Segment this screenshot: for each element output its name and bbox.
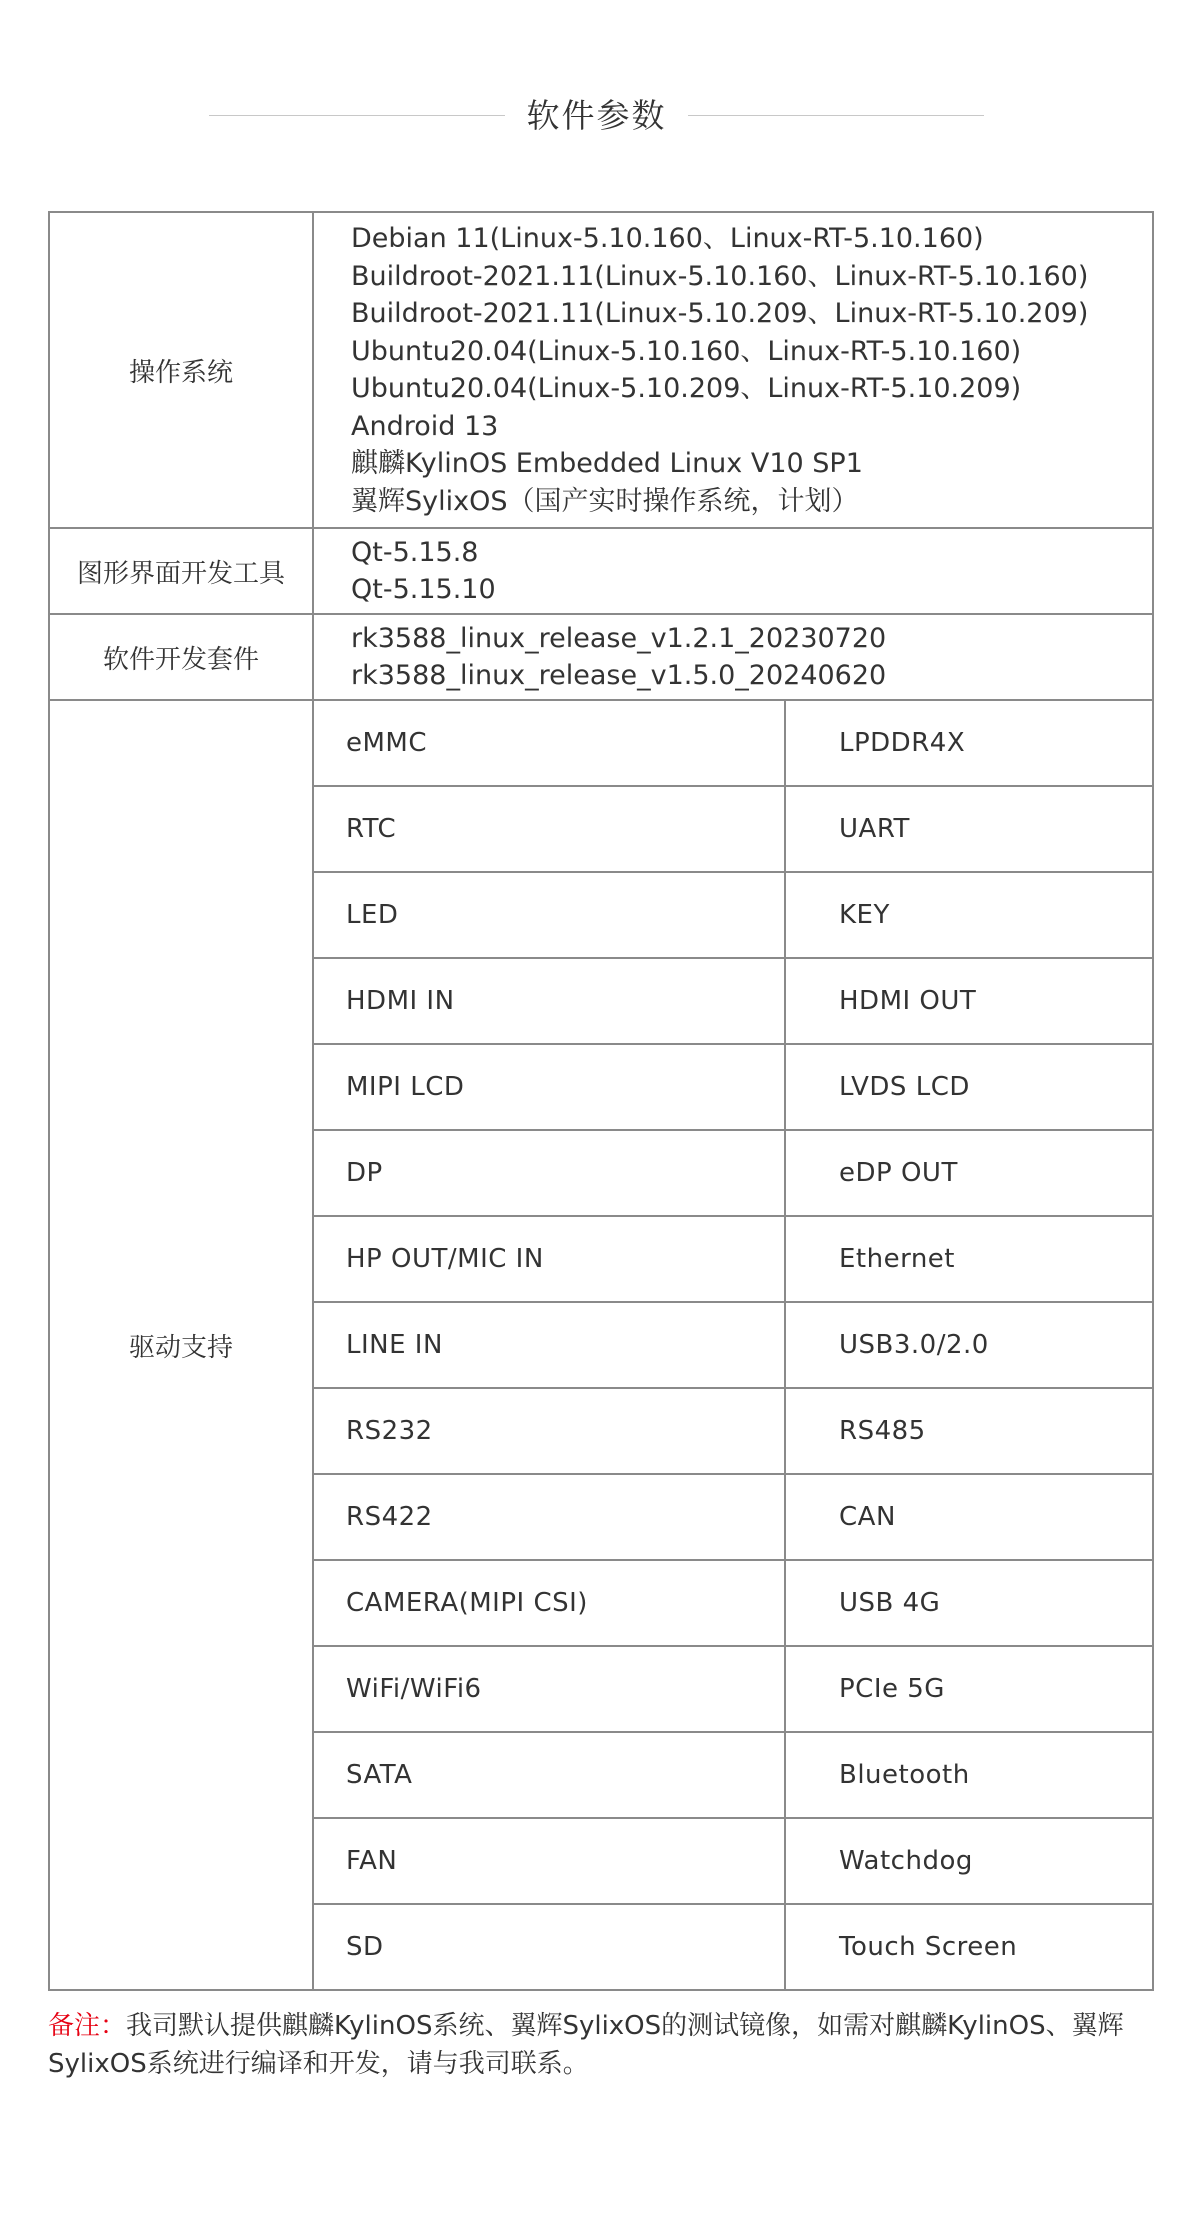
os-value-line: 翼辉SylixOS（国产实时操作系统，计划） [351, 485, 859, 517]
driver-item: HP OUT/MIC IN [314, 1216, 785, 1302]
os-value-line: Debian 11(Linux-5.10.160、Linux-RT-5.10.160) [351, 223, 984, 254]
footnote-label: 备注： [48, 2011, 127, 2041]
driver-item: eMMC [314, 701, 785, 786]
driver-row [314, 1388, 1152, 1474]
spec-label-os: 操作系统 [49, 212, 313, 528]
os-value-line: Android 13 [351, 410, 499, 442]
spec-row-gui [49, 528, 1153, 614]
os-value-line: 麒麟KylinOS Embedded Linux V10 SP1 [351, 448, 863, 479]
driver-item: USB3.0/2.0 [785, 1302, 1152, 1388]
driver-row [314, 1818, 1152, 1904]
sdk-value-line: rk3588_linux_release_v1.5.0_20240620 [351, 660, 887, 691]
sdk-value-line: rk3588_linux_release_v1.2.1_20230720 [351, 622, 887, 654]
software-spec-table [48, 211, 1154, 1991]
driver-item: LPDDR4X [785, 701, 1152, 786]
driver-item: RS422 [314, 1474, 785, 1560]
driver-item: Bluetooth [785, 1732, 1152, 1818]
title-divider-right [688, 115, 984, 116]
footnote [48, 2007, 1158, 2083]
driver-row [314, 1474, 1152, 1560]
spec-label-drivers: 驱动支持 [49, 700, 313, 1990]
driver-item: USB 4G [785, 1560, 1152, 1646]
driver-row [314, 1302, 1152, 1388]
os-value-line: Buildroot-2021.11(Linux-5.10.160、Linux-RT-5.10.160) [351, 260, 1089, 292]
section-title: 软件参数 [526, 96, 667, 135]
driver-row [314, 1560, 1152, 1646]
title-divider-left [209, 115, 505, 116]
driver-row [314, 1646, 1152, 1732]
driver-item: CAN [785, 1474, 1152, 1560]
driver-item: LVDS LCD [785, 1044, 1152, 1130]
driver-item: MIPI LCD [314, 1044, 785, 1130]
driver-item: HDMI OUT [785, 958, 1152, 1044]
driver-item: HDMI IN [314, 958, 785, 1044]
driver-item: RS232 [314, 1388, 785, 1474]
driver-item: CAMERA(MIPI CSI) [314, 1560, 785, 1646]
driver-row [314, 786, 1152, 872]
driver-item: RTC [314, 786, 785, 872]
driver-grid [314, 701, 1152, 1989]
driver-item: UART [785, 786, 1152, 872]
spec-row-os [49, 212, 1153, 528]
driver-item: PCIe 5G [785, 1646, 1152, 1732]
os-value-line: Ubuntu20.04(Linux-5.10.160、Linux-RT-5.10.160) [351, 335, 1022, 367]
driver-item: Watchdog [785, 1818, 1152, 1904]
spec-value-os [313, 212, 1153, 528]
driver-item: SATA [314, 1732, 785, 1818]
driver-row [314, 1216, 1152, 1302]
driver-item: KEY [785, 872, 1152, 958]
driver-item: RS485 [785, 1388, 1152, 1474]
driver-item: Touch Screen [839, 1932, 1018, 1962]
driver-row [314, 1130, 1152, 1216]
driver-item: SD [314, 1904, 785, 1989]
spec-row-sdk [49, 614, 1153, 700]
driver-item: Ethernet [785, 1216, 1152, 1302]
spec-value-sdk [313, 614, 1153, 700]
gui-value-line: Qt-5.15.8 [351, 536, 479, 568]
section-title-bar [0, 82, 1200, 142]
driver-row [314, 1904, 1152, 1989]
driver-item: WiFi/WiFi6 [314, 1646, 785, 1732]
spec-label-sdk: 软件开发套件 [49, 614, 313, 700]
driver-row [314, 1044, 1152, 1130]
spec-value-gui [313, 528, 1153, 614]
os-value-line: Buildroot-2021.11(Linux-5.10.209、Linux-RT-5.10.209) [351, 298, 1089, 329]
driver-item: LED [314, 872, 785, 958]
footnote-text: 我司默认提供麒麟KylinOS系统、翼辉SylixOS的测试镜像，如需对麒麟KylinOS、翼辉SylixOS系统进行编译和开发，请与我司联系。 [48, 2011, 1124, 2079]
spec-row-drivers [49, 700, 1153, 1990]
driver-row [314, 958, 1152, 1044]
driver-row [314, 701, 1152, 786]
spec-label-gui: 图形界面开发工具 [49, 528, 313, 614]
driver-row [314, 872, 1152, 958]
driver-item: eDP OUT [785, 1130, 1152, 1216]
driver-row [314, 1732, 1152, 1818]
spec-value-drivers [313, 700, 1153, 1990]
driver-item: LINE IN [314, 1302, 785, 1388]
os-value-line: Ubuntu20.04(Linux-5.10.209、Linux-RT-5.10.209) [351, 373, 1022, 404]
driver-item: DP [314, 1130, 785, 1216]
driver-item: FAN [314, 1818, 785, 1904]
gui-value-line: Qt-5.15.10 [351, 574, 496, 605]
